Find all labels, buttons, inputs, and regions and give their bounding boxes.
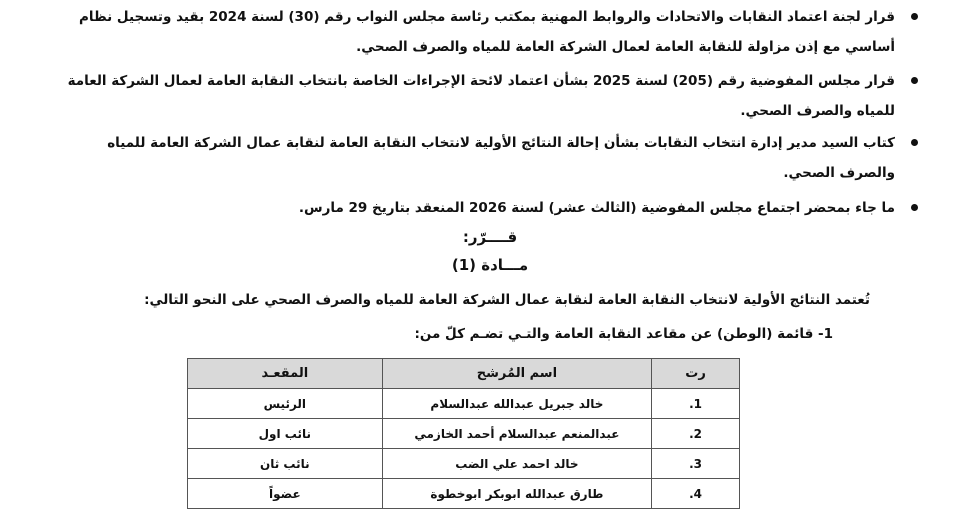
cell-num: 4. — [652, 479, 740, 509]
list-item — [65, 2, 895, 62]
cell-name: خالد احمد علي الضب — [382, 449, 651, 479]
bullet-icon — [911, 139, 918, 146]
cell-seat: نائب اول — [188, 419, 383, 449]
header-seat: المقعـد — [188, 359, 383, 389]
cell-num: 1. — [652, 389, 740, 419]
candidates-table — [187, 358, 740, 509]
cell-name: خالد جبريل عبدالله عبدالسلام — [382, 389, 651, 419]
table-row — [188, 419, 740, 449]
header-name: اسم المُرشح — [382, 359, 651, 389]
bullet-text: قرار مجلس المفوضية رقم (205) لسنة 2025 بشأن اعتماد لائحة الإجراءات الخاصة بانتخاب النقابة العامة لعمال الشركة العامة للمياه والصرف الصحي. — [67, 73, 895, 119]
article-heading: مـــادة (1) — [451, 256, 529, 274]
cell-name: عبدالمنعم عبدالسلام أحمد الخازمي — [382, 419, 651, 449]
cell-seat: الرئيس — [188, 389, 383, 419]
list-heading: 1- قائمة (الوطن) عن مقاعد النقابة العامة والتـي تضـم كلّ من: — [414, 326, 833, 342]
intro-paragraph: تُعتمد النتائج الأولية لانتخاب النقابة العامة لنقابة عمال الشركة العامة للمياه والصرف الصحي على النحو التالي: — [144, 292, 870, 308]
bullet-icon — [911, 13, 918, 20]
table-row — [188, 479, 740, 509]
table-header-row — [188, 359, 740, 389]
cell-num: 3. — [652, 449, 740, 479]
bullet-text: ما جاء بمحضر اجتماع مجلس المفوضية (الثالث عشر) لسنة 2026 المنعقد بتاريخ 29 مارس. — [298, 200, 895, 216]
list-item — [65, 66, 895, 126]
bullet-text: قرار لجنة اعتماد النقابات والاتحادات والروابط المهنية بمكتب رئاسة مجلس النواب رقم (30) لسنة 2024 بقيد وتسجيل نظام أساسي مع إذن مزاولة للنقابة العامة لعمال الشركة العامة للمياه والصرف الصحي. — [79, 9, 895, 55]
header-num: رت — [652, 359, 740, 389]
table-row — [188, 449, 740, 479]
cell-name: طارق عبدالله ابوبكر ابوخطوة — [382, 479, 651, 509]
table-row — [188, 389, 740, 419]
bullet-text: كتاب السيد مدير إدارة انتخاب النقابات بشأن إحالة النتائج الأولية لانتخاب النقابة العامة لنقابة عمال الشركة العامة للمياه والصرف الصحي. — [107, 135, 895, 181]
cell-num: 2. — [652, 419, 740, 449]
bullet-icon — [911, 77, 918, 84]
list-item — [65, 128, 895, 188]
cell-seat: نائب ثان — [188, 449, 383, 479]
decision-heading: قــــرّر: — [462, 228, 518, 246]
bullet-icon — [911, 204, 918, 211]
list-item — [65, 193, 895, 223]
cell-seat: عضواً — [188, 479, 383, 509]
